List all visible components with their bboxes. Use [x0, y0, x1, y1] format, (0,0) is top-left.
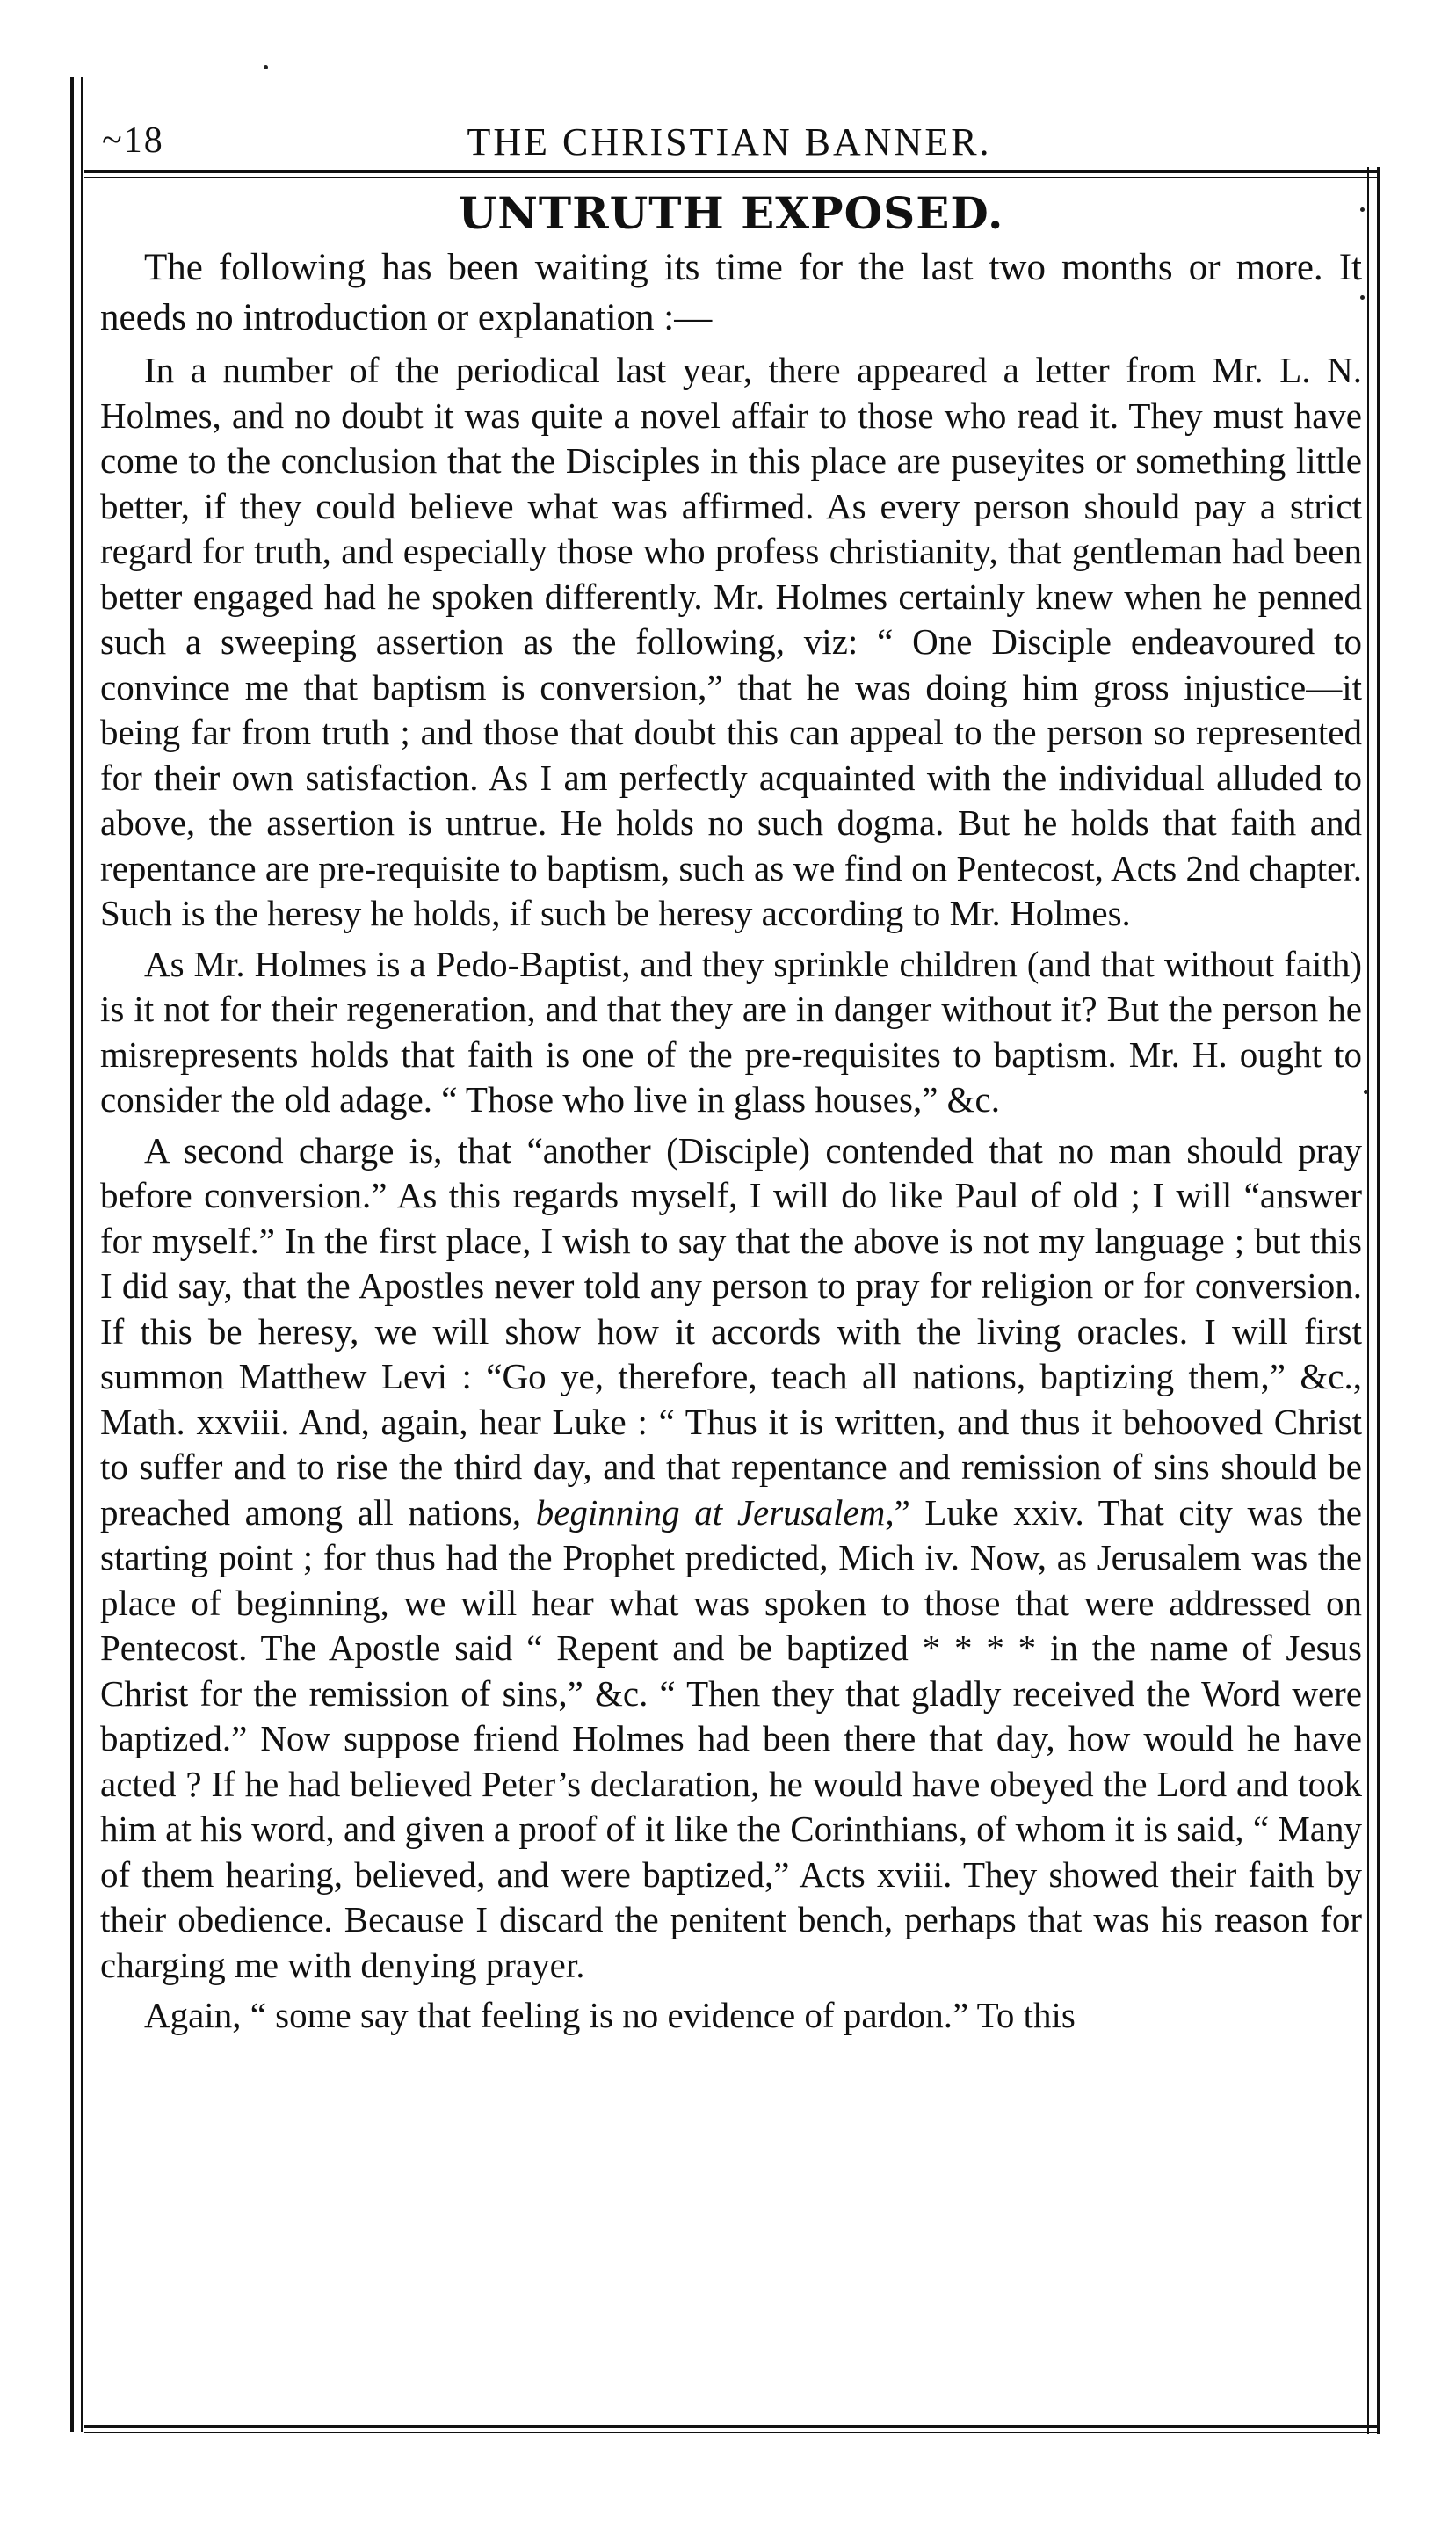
footer-rule [84, 2425, 1380, 2428]
paragraph-feeling: Again, “ some say that feeling is no evidence of pardon.” To this [144, 1995, 1076, 2035]
article-title: UNTRUTH EXPOSED. [458, 187, 1004, 239]
intro-paragraph: The following has been waiting its time for the last two months or more. It needs no introduction or explanation :— [100, 247, 1362, 338]
second-charge-text: A second charge is, that “another (Disciple) contended that no man should pray before conversion.” As this regards myself, I will do like Paul of old ; I will “answer for myself.” In the first place, I wish to say that the above is not my language ; but this I did say, that the Apostles never told any person to pray for religion or for conversion. If this be heresy, we will show how it accords with the living oracles. I will first summon Matthew Levi : “Go ye, therefore, teach all nations, baptizing them,” &c., Math. xxviii. And, again, hear Luke : “ Thus it is written, and thus it behooved Christ to suffer and to rise the third day, and that repentance and remission of sins should be preached among all nations, [100, 1129, 1362, 1533]
paragraph-pedo-baptist: As Mr. Holmes is a Pedo-Baptist, and they sprinkle children (and that without faith) is it not for their regeneration, and that they are in danger without it? But the person he misrepresents holds that faith is one of the pre-requisites to baptism. Mr. H. ought to consider the old adage. “ Those who live in glass houses,” &c. [100, 943, 1362, 1120]
paragraph-second-charge [100, 1128, 1362, 1989]
footer-rule-thin [84, 2432, 1380, 2433]
right-border-rule-inner [1367, 167, 1369, 2434]
left-border-rule [70, 77, 74, 2432]
header-rule [84, 170, 1380, 173]
ink-speck [1360, 207, 1365, 212]
second-charge-continuation: ” Luke xxiv. That city was the starting point ; for thus had the Prophet predicted, Mich iv. Now, as Jerusalem was the place of beginning, we will hear what was spoken to those that were addressed on Pentecost. The Apostle said “ Repent and be baptized * * * * in the name of Jesus Christ for the remission of sins,” &c. “ Then they that gladly received the Word were baptized.” Now suppose friend Holmes had been there that day, how would he have acted ? If he had believed Peter’s declaration, he would have obeyed the Lord and took him at his word, and given a proof of it like the Corinthians, of whom it is said, “ Many of them hearing, believed, and were baptized,” Acts xviii. They showed their faith by their obedience. Because I discard the penitent bench, perhaps that was his reason for charging me with denying prayer. [100, 1491, 1362, 1985]
running-head [97, 114, 1362, 167]
page-number: ~18 [102, 120, 164, 161]
left-border-rule-inner [81, 77, 83, 2432]
article [100, 181, 1362, 2039]
ink-speck [1364, 1090, 1368, 1094]
ink-speck [264, 65, 268, 69]
journal-title: THE CHRISTIAN BANNER. [467, 120, 992, 163]
italic-quotation: beginning at Jerusalem, [535, 1491, 895, 1533]
right-border-rule [1377, 167, 1380, 2434]
ink-speck [1360, 295, 1365, 300]
header-rule-thin [84, 177, 1380, 178]
paragraph-letter: In a number of the periodical last year, there appeared a letter from Mr. L. N. Holmes, and no doubt it was quite a novel affair to those who read it. They must have come to the conclusion that the Disciples in this place are puseyites or something little better, if they could believe what was affirmed. As every person should pay a strict regard for truth, and especially those who profess christianity, that gentleman had been better engaged had he spoken differently. Mr. Holmes certainly knew when he penned such a sweeping assertion as the following, viz: “ One Disciple endeavoured to convince me that baptism is conversion,” that he was doing him gross injustice—it being far from truth ; and those that doubt this can appeal to the person so represented for their own satisfaction. As I am perfectly acquainted with the individual alluded to above, the assertion is untrue. He holds no such dogma. But he holds that faith and repentance are pre-requisite to baptism, such as we find on Pentecost, Acts 2nd chapter. Such is the heresy he holds, if such be heresy according to Mr. Holmes. [100, 350, 1362, 933]
